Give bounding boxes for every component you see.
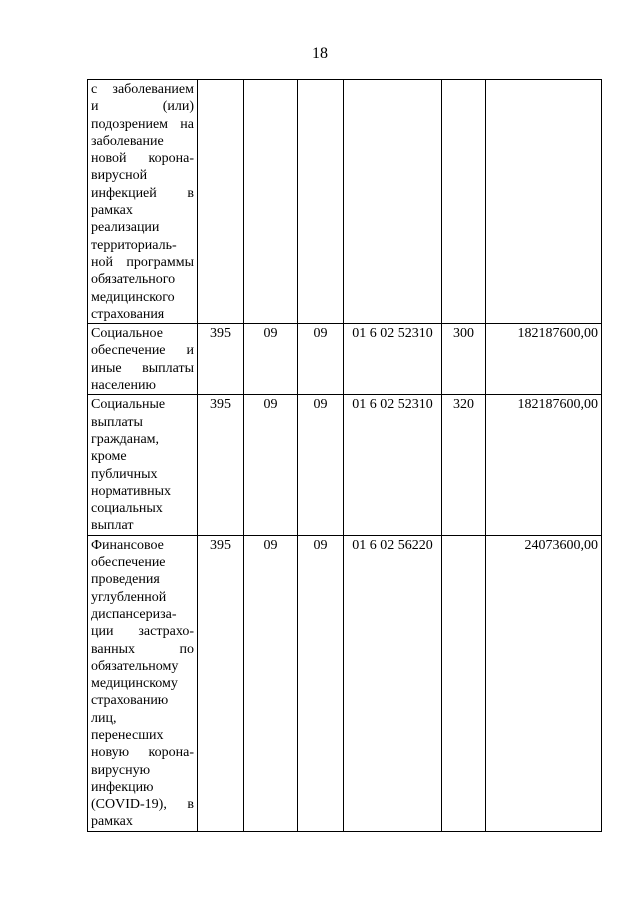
name-line: с заболеванием bbox=[91, 82, 194, 97]
name-line: обеспечение bbox=[91, 555, 166, 571]
name-line: лиц, bbox=[91, 710, 117, 726]
name-line: социальных bbox=[91, 501, 163, 517]
cell-subsection bbox=[298, 80, 344, 324]
name-line: перенесших bbox=[91, 727, 164, 743]
name-line: иные выплаты bbox=[91, 360, 194, 376]
cell-expense-type: 320 bbox=[442, 395, 486, 535]
table-row bbox=[88, 535, 602, 831]
name-line: нормативных bbox=[91, 483, 172, 499]
name-line: новую корона- bbox=[91, 745, 194, 761]
name-line: инфекцией в bbox=[91, 185, 194, 201]
name-line: кроме bbox=[91, 449, 127, 465]
budget-table bbox=[87, 79, 602, 832]
table-row bbox=[88, 395, 602, 535]
cell-expense-type bbox=[442, 80, 486, 324]
name-line: ции застрахо- bbox=[91, 624, 194, 640]
cell-ministry bbox=[198, 80, 244, 324]
name-line: углубленной bbox=[91, 589, 167, 605]
name-line: новой корона- bbox=[91, 151, 194, 167]
cell-ministry: 395 bbox=[198, 324, 244, 395]
cell-target bbox=[344, 80, 442, 324]
cell-subsection: 09 bbox=[298, 324, 344, 395]
cell-ministry: 395 bbox=[198, 535, 244, 831]
name-line: диспансериза- bbox=[91, 606, 177, 622]
cell-amount: 24073600,00 bbox=[486, 535, 602, 831]
cell-target: 01 6 02 52310 bbox=[344, 395, 442, 535]
name-line: страхования bbox=[91, 306, 165, 322]
cell-target: 01 6 02 56220 bbox=[344, 535, 442, 831]
cell-name bbox=[88, 395, 198, 535]
cell-target: 01 6 02 52310 bbox=[344, 324, 442, 395]
name-line: Социальное bbox=[91, 326, 163, 342]
cell-subsection: 09 bbox=[298, 395, 344, 535]
name-line: ванных по bbox=[91, 641, 194, 657]
name-line: выплат bbox=[91, 518, 134, 534]
page-number: 18 bbox=[312, 45, 328, 62]
name-line: страхованию bbox=[91, 693, 169, 709]
cell-amount bbox=[486, 80, 602, 324]
name-line: обеспечение и bbox=[91, 343, 194, 359]
cell-expense-type: 300 bbox=[442, 324, 486, 395]
name-line: медицинского bbox=[91, 289, 175, 305]
name-line: реализации bbox=[91, 220, 160, 236]
name-line: Финансовое bbox=[91, 537, 164, 553]
cell-name bbox=[88, 324, 198, 395]
name-line: заболевание bbox=[91, 133, 164, 149]
name-line: проведения bbox=[91, 572, 160, 588]
name-line: (COVID-19), в bbox=[91, 797, 194, 813]
name-line: вирусную bbox=[91, 762, 151, 778]
cell-amount: 182187600,00 bbox=[486, 324, 602, 395]
cell-name bbox=[88, 535, 198, 831]
cell-section: 09 bbox=[244, 535, 298, 831]
table-row bbox=[88, 80, 602, 324]
name-line: выплаты bbox=[91, 414, 143, 430]
name-line: подозрением на bbox=[91, 116, 194, 132]
name-line: публичных bbox=[91, 466, 158, 482]
cell-section: 09 bbox=[244, 324, 298, 395]
name-line: рамках bbox=[91, 203, 133, 219]
cell-subsection: 09 bbox=[298, 535, 344, 831]
cell-ministry: 395 bbox=[198, 395, 244, 535]
name-line: обязательного bbox=[91, 272, 176, 288]
name-line: медицинскому bbox=[91, 676, 178, 692]
name-line: гражданам, bbox=[91, 431, 160, 447]
cell-expense-type bbox=[442, 535, 486, 831]
cell-section bbox=[244, 80, 298, 324]
name-line: территориаль- bbox=[91, 237, 177, 253]
name-line: населению bbox=[91, 378, 156, 394]
name-line: инфекцию bbox=[91, 779, 154, 795]
name-line: и (или) bbox=[91, 99, 194, 115]
cell-name bbox=[88, 80, 198, 324]
name-line: обязательному bbox=[91, 658, 179, 674]
table-row bbox=[88, 324, 602, 395]
name-line: вирусной bbox=[91, 168, 148, 184]
name-line: Социальные bbox=[91, 397, 166, 413]
cell-section: 09 bbox=[244, 395, 298, 535]
cell-amount: 182187600,00 bbox=[486, 395, 602, 535]
name-line: ной программы bbox=[91, 254, 194, 270]
name-line: рамках bbox=[91, 814, 133, 830]
